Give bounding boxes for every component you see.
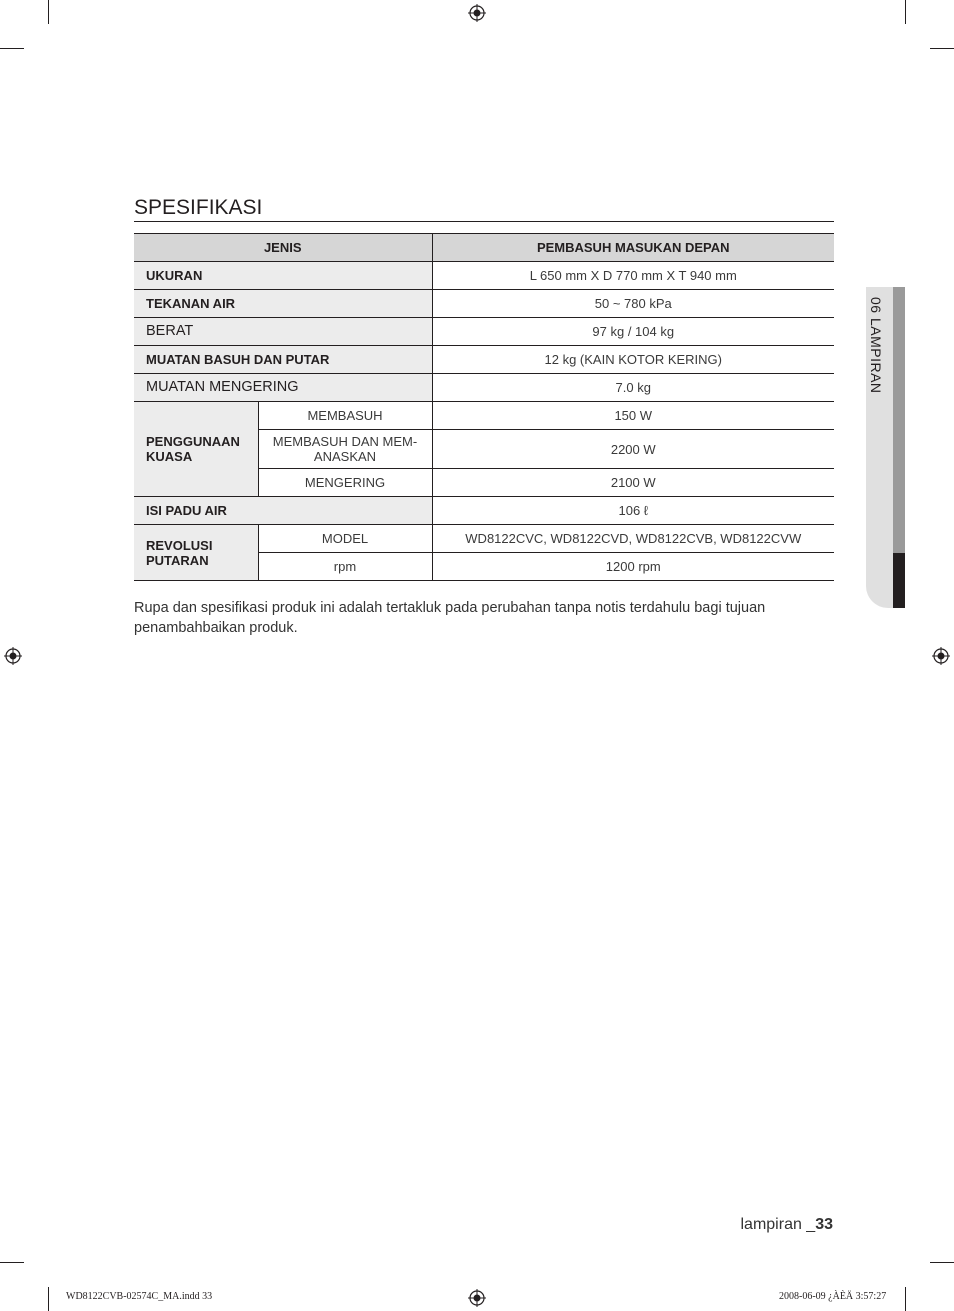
row-value-rpm: 1200 rpm — [432, 553, 834, 581]
registration-mark-icon — [4, 647, 22, 665]
row-label-isi-padu-air: ISI PADU AIR — [134, 497, 432, 525]
row-label-penggunaan-kuasa: PENGGUNAAN KUASA — [134, 402, 258, 497]
row-label-muatan-basuh: MUATAN BASUH DAN PUTAR — [134, 346, 432, 374]
crop-mark — [930, 48, 954, 49]
table-row — [134, 374, 834, 402]
registration-mark-icon — [468, 4, 486, 22]
crop-mark — [0, 1262, 24, 1263]
chapter-tab-black-bar — [893, 553, 905, 608]
row-label-tekanan-air: TEKANAN AIR — [134, 290, 432, 318]
row-value-tekanan-air: 50 ~ 780 kPa — [432, 290, 834, 318]
header-jenis: JENIS — [134, 234, 432, 262]
table-row — [134, 262, 834, 290]
row-label-revolusi-putaran: REVOLUSI PUTARAN — [134, 525, 258, 581]
row-value-berat: 97 kg / 104 kg — [432, 318, 834, 346]
table-row — [134, 318, 834, 346]
chapter-tab-label: 06 LAMPIRAN — [868, 297, 884, 394]
crop-mark — [930, 1262, 954, 1263]
row-value-model: WD8122CVC, WD8122CVD, WD8122CVB, WD8122CVW — [432, 525, 834, 553]
print-slug-date: 2008-06-09 ¿ÀÈÄ 3:57:27 — [779, 1291, 887, 1302]
crop-mark — [48, 0, 49, 24]
print-slug-file: WD8122CVB-02574C_MA.indd 33 — [66, 1291, 213, 1302]
table-row — [134, 402, 834, 430]
row-label-muatan-mengering: MUATAN MENGERING — [134, 374, 432, 402]
crop-mark — [905, 1287, 906, 1311]
registration-mark-icon — [468, 1289, 486, 1307]
sub-label-model: MODEL — [258, 525, 432, 553]
sub-label-membasuh-memanaskan: MEMBASUH DAN MEM-ANASKAN — [258, 430, 432, 469]
page-number: 33 — [815, 1216, 833, 1233]
row-value-muatan-mengering: 7.0 kg — [432, 374, 834, 402]
crop-mark — [48, 1287, 49, 1311]
header-product-type: PEMBASUH MASUKAN DEPAN — [432, 234, 834, 262]
row-value-muatan-basuh: 12 kg (KAIN KOTOR KERING) — [432, 346, 834, 374]
table-row — [134, 525, 834, 553]
specification-table — [134, 233, 834, 581]
row-label-ukuran: UKURAN — [134, 262, 432, 290]
section-title: SPESIFIKASI — [134, 196, 263, 219]
crop-mark — [0, 48, 24, 49]
row-value-mengering: 2100 W — [432, 469, 834, 497]
sub-label-mengering: MENGERING — [258, 469, 432, 497]
specification-note: Rupa dan spesifikasi produk ini adalah tertakluk pada perubahan tanpa notis terdahulu bagi tujuan penambahbaikan produk. — [134, 600, 766, 636]
footer-label: lampiran _ — [740, 1216, 816, 1233]
page-footer — [741, 1216, 834, 1234]
table-header-row — [134, 234, 834, 262]
chapter-tab-grey-bar — [893, 287, 905, 553]
table-row — [134, 290, 834, 318]
title-underline — [134, 221, 834, 222]
table-row — [134, 497, 834, 525]
row-value-ukuran: L 650 mm X D 770 mm X T 940 mm — [432, 262, 834, 290]
row-value-membasuh-memanaskan: 2200 W — [432, 430, 834, 469]
row-label-berat: BERAT — [134, 318, 432, 346]
registration-mark-icon — [932, 647, 950, 665]
sub-label-rpm: rpm — [258, 553, 432, 581]
row-value-isi-padu-air: 106 ℓ — [432, 497, 834, 525]
row-value-membasuh: 150 W — [432, 402, 834, 430]
sub-label-membasuh: MEMBASUH — [258, 402, 432, 430]
crop-mark — [905, 0, 906, 24]
table-row — [134, 346, 834, 374]
